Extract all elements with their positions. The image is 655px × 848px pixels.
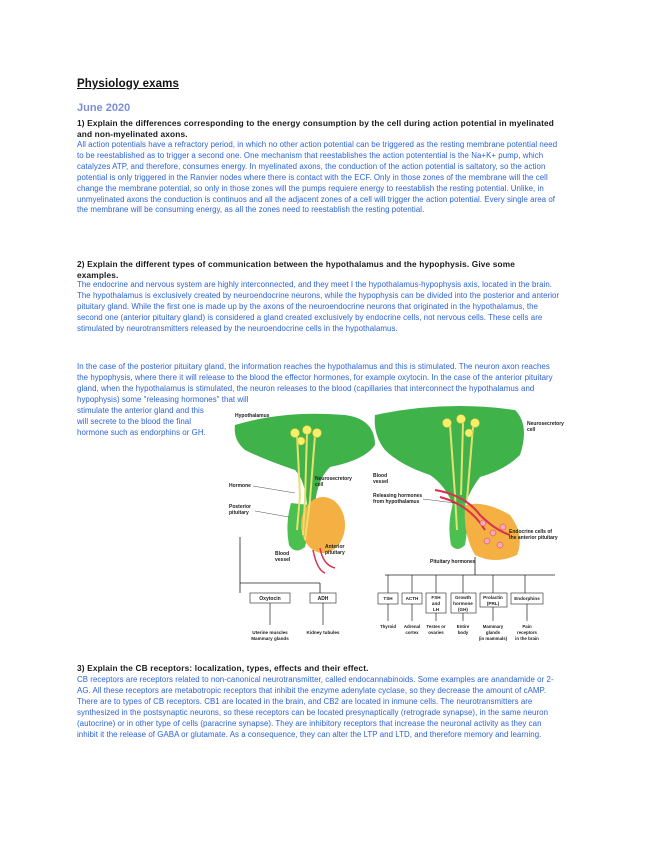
label-kidney: Kidney tubules — [306, 630, 340, 635]
label-in-brain: in the brain — [515, 636, 539, 641]
label-pituitary-hormones: Pituitary hormones — [430, 559, 476, 565]
label-mammary-right: Mammary — [482, 624, 504, 629]
label-thyroid: Thyroid — [379, 624, 397, 629]
posterior-pituitary-diagram — [229, 413, 375, 641]
question-1: 1) Explain the differences corresponding to the energy consumption by the cell during action potential in myelinated and non-myelinated axons. — [77, 118, 555, 140]
label-pain: Pain — [522, 624, 532, 629]
label-prolactin: Prolactin — [483, 595, 503, 600]
label-cell-right: cell — [527, 427, 536, 433]
label-and: and — [431, 601, 441, 606]
label-growth: Growth — [454, 595, 472, 600]
label-anterior: Anterior — [325, 544, 345, 550]
label-gh: (GH) — [458, 607, 468, 612]
label-tsh: TSH — [383, 596, 393, 601]
answer-2-paragraph-2: In the case of the posterior pituitary gland, the information reaches the hypothalamus and this is stimulated. The neuron axon reaches the hypophysis, where there it will release to the blood the effector hormones, for example oxytocin. In the case of the anterior pituitary gland, when the hypothalamus is stimulated, the neuron releases to the blood (capillaries that interconnect the hypothalamus and hypophysis) some "releasing hormones" that will — [77, 362, 553, 404]
label-glands: glands — [485, 630, 501, 635]
label-hormone: Hormone — [229, 483, 251, 489]
label-ovaries: ovaries — [428, 630, 444, 635]
label-oxytocin: Oxytocin — [259, 596, 281, 602]
label-releasing-1: Releasing hormones — [373, 493, 423, 499]
label-prl: (PRL) — [486, 601, 500, 606]
exam-date-heading: June 2020 — [77, 102, 131, 114]
label-testes: Testes or — [426, 624, 446, 629]
label-endorphins: Endorphins — [514, 596, 540, 601]
label-cortex: cortex — [405, 630, 419, 635]
label-blood-right: Blood — [373, 473, 388, 479]
label-mammals: (in mammals) — [478, 636, 508, 641]
answer-2-paragraph-3: stimulate the anterior gland and this will secrete to the blood the final hormone such as endorphins or GH. — [77, 406, 206, 437]
label-lh: LH — [432, 607, 440, 612]
label-neurosecretory-right: Neurosecretory — [527, 421, 564, 427]
label-hypothalamus: Hypothalamus — [235, 413, 270, 419]
anterior-pituitary-diagram — [373, 406, 564, 641]
label-fsh: FSH — [431, 595, 441, 600]
label-pituitary-anterior: pituitary — [325, 550, 345, 556]
answer-3: CB receptors are receptors related to non-canonical neurotransmitter, called endocannabinoids. Some examples are anandamide or 2-AG. All these receptors are metabotropic receptors that inhibit the enzyme adenylate cyclase, so they decrease the amount of cAMP. There are to types of CB receptors. CB1 are located in the brain, and CB2 are located in inmune cells. The neurotransmitters are synthesized in the postsynaptic neurons, so these receptors can be located presynaptically (retrograde synapse), in the same neuron (autocrine) or in other type of cells (paracrine synapse). They are inhibitory receptors that increase the neuronal activity as they can inhibit it the release of GABA or glutamate. As a consequence, they can alter the LTP and LTD, and therefore memory and learning. — [77, 675, 554, 739]
label-acth: ACTH — [405, 596, 419, 601]
label-mammary: Mammary glands — [251, 636, 289, 641]
answer-2-paragraph-1: The endocrine and nervous system are highly interconnected, and they meet I the hypothalamus-hypophysis axis, located in the brain. The hypothalamus is exclusively created by neuroendocrine neurons, while the hypophysis can be divided into the posterior and anterior pituitary gland. While the first one is made up by the axons of the neuroendocrine neurons that originated in the hypothalamus, the second one (anterior pituitary gland) is considered a gland created exclusively by endocrine cells, not nervous cells. These cells are stimulated by neurotransmitters released by the neuroendocrine cells in the hypothalamus. — [77, 280, 560, 333]
question-2: 2) Explain the different types of communication between the hypothalamus and the hypophysis. Give some examples. — [77, 259, 516, 281]
label-body: body — [457, 630, 469, 635]
label-cell: cell — [315, 482, 324, 488]
label-uterine: Uterine muscles — [252, 630, 288, 635]
label-endocrine-1: Endocrine cells of — [509, 529, 553, 535]
label-neurosecretory: Neurosecretory — [315, 476, 352, 482]
label-adh: ADH — [317, 596, 329, 602]
label-adrenal: Adrenal — [403, 624, 421, 629]
label-receptors: receptors — [516, 630, 538, 635]
label-hormone-gh: hormone — [453, 601, 473, 606]
label-pituitary-posterior: pituitary — [229, 510, 249, 516]
label-releasing-2: from hypothalamus — [373, 499, 420, 505]
label-posterior: Posterior — [229, 504, 251, 510]
label-endocrine-2: the anterior pituitary — [509, 535, 558, 541]
answer-1: All action potentials have a refractory period, in which no other action potential can be triggered as the resting membrane potential need to be reestablished as to trigger a second one. One mechanism that reestablishes the action potentential is the Na+K+ pump, which catalyzes ATP, and therefore, consumes energy. In myelinated axons, the conduction of the action potential is saltatory, so the action potential is only triggered in the Ranvier nodes where there is contact with the ECF. Only in those zones of the membrane will the cell change the membrane potential, so only in those zones will the pumps requiere energy to reestablish the resting potential. Unlike, in unmyelinated axons the conduction is continuos and all the adjacent zones of a cell will trigger the action potential. Every single area of the membrane will be consuming energy, as all the zones need to reestablish the resting potential. — [77, 140, 558, 215]
page-title: Physiology exams — [77, 78, 179, 90]
question-3: 3) Explain the CB receptors: localization, types, effects and their effect. — [77, 663, 369, 673]
label-vessel-right: vessel — [373, 479, 389, 485]
pituitary-figure — [225, 405, 564, 645]
label-vessel: vessel — [275, 557, 291, 563]
label-blood: Blood — [275, 551, 290, 557]
label-entire: Entire — [456, 624, 470, 629]
